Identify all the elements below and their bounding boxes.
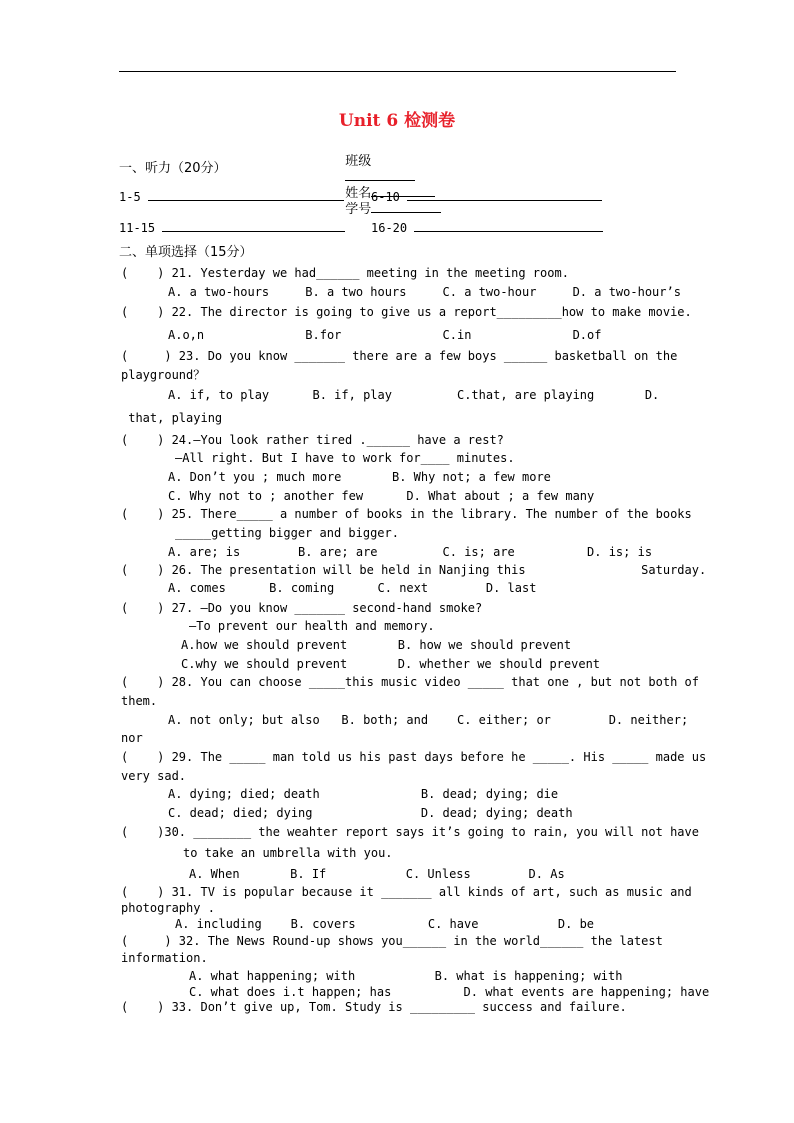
- answer-blank-1-5[interactable]: [148, 189, 344, 201]
- question-line: ( ) 21. Yesterday we had______ meeting in the meeting room.: [121, 266, 569, 280]
- question-line: _____getting bigger and bigger.: [175, 526, 399, 540]
- question-line: photography .: [121, 901, 215, 915]
- option-line: A. Don’t you ; much more B. Why not; a few more: [168, 470, 551, 484]
- question-line: very sad.: [121, 769, 187, 783]
- question-line: ( ) 22. The director is going to give us a report_________how to make movie.: [121, 305, 692, 319]
- class-field[interactable]: [345, 169, 415, 181]
- listening-row-1-5: 1-5: [119, 189, 344, 204]
- option-line: A. a two-hours B. a two hours C. a two-hour D. a two-hour’s: [168, 285, 681, 299]
- question-line: them.: [121, 694, 158, 708]
- name-label: 姓名: [345, 186, 372, 201]
- option-line: A. including B. covers C. have D. be: [175, 917, 595, 931]
- question-line: ( ) 31. TV is popular because it _______ all kinds of art, such as music and: [121, 885, 692, 899]
- option-line: that, playing: [121, 411, 223, 425]
- question-line: ( ) 25. There_____ a number of books in the library. The number of the books: [121, 507, 692, 521]
- option-line: A.how we should prevent B. how we should prevent: [181, 638, 572, 652]
- answer-blank-16-20[interactable]: [414, 220, 603, 232]
- question-line: ( ) 24.—You look rather tired .______ have a rest?: [121, 433, 504, 447]
- question-line: ( ) 29. The _____ man told us his past days before he _____. His _____ made us: [121, 750, 707, 764]
- question-line: ( )30. ________ the weahter report says it’s going to rain, you will not have: [121, 825, 699, 839]
- listening-row-16-20: 16-20: [371, 220, 603, 235]
- answer-blank-11-15[interactable]: [162, 220, 345, 232]
- question-line: to take an umbrella with you.: [183, 846, 393, 860]
- id-label: 学号: [345, 202, 372, 217]
- option-line: C. dead; died; dying D. dead; dying; death: [168, 806, 573, 820]
- option-line: nor: [121, 731, 143, 745]
- question-line: ( ) 27. —Do you know _______ second-hand smoke?: [121, 601, 483, 615]
- question-line: ( ) 33. Don’t give up, Tom. Study is _________ success and failure.: [121, 1000, 627, 1014]
- option-line: C. what does i.t happen; has D. what events are happening; have: [189, 985, 710, 999]
- option-line: A.o,n B.for C.in D.of: [168, 328, 602, 342]
- option-line: A. what happening; with B. what is happening; with: [189, 969, 623, 983]
- option-line: C.why we should prevent D. whether we should prevent: [181, 657, 601, 671]
- option-line: A. comes B. coming C. next D. last: [168, 581, 537, 595]
- top-rule: [119, 71, 676, 72]
- page-title: Unit 6 检测卷: [338, 111, 456, 131]
- question-line: ( ) 28. You can choose _____this music video _____ that one , but not both of: [121, 675, 699, 689]
- question-line: —To prevent our health and memory.: [189, 619, 435, 633]
- option-line: A. if, to play B. if, play C.that, are playing D.: [168, 388, 660, 402]
- question-line: ( ) 32. The News Round-up shows you______ in the world______ the latest: [121, 934, 663, 948]
- listening-heading: 一、听力（20分）: [119, 161, 227, 176]
- listening-row-11-15: 11-15: [119, 220, 345, 235]
- question-line: information.: [121, 951, 208, 965]
- question-line: —All right. But I have to work for____ minutes.: [175, 451, 515, 465]
- question-line: ( ) 23. Do you know _______ there are a few boys ______ basketball on the: [121, 349, 678, 363]
- question-line: ( ) 26. The presentation will be held in Nanjing this Saturday.: [121, 563, 707, 577]
- option-line: C. Why not to ; another few D. What about ; a few many: [168, 489, 595, 503]
- answer-blank-6-10[interactable]: [407, 189, 602, 201]
- student-info-row: [337, 141, 441, 217]
- option-line: A. not only; but also B. both; and C. either; or D. neither;: [168, 713, 689, 727]
- option-line: A. dying; died; death B. dead; dying; die: [168, 787, 559, 801]
- class-label: 班级: [345, 154, 372, 169]
- listening-row-6-10: 6-10: [371, 189, 602, 204]
- option-line: A. When B. If C. Unless D. As: [189, 867, 565, 881]
- option-line: A. are; is B. are; are C. is; are D. is; is: [168, 545, 653, 559]
- question-line: playground？: [121, 368, 206, 382]
- choice-heading: 二、单项选择（15分）: [119, 245, 253, 260]
